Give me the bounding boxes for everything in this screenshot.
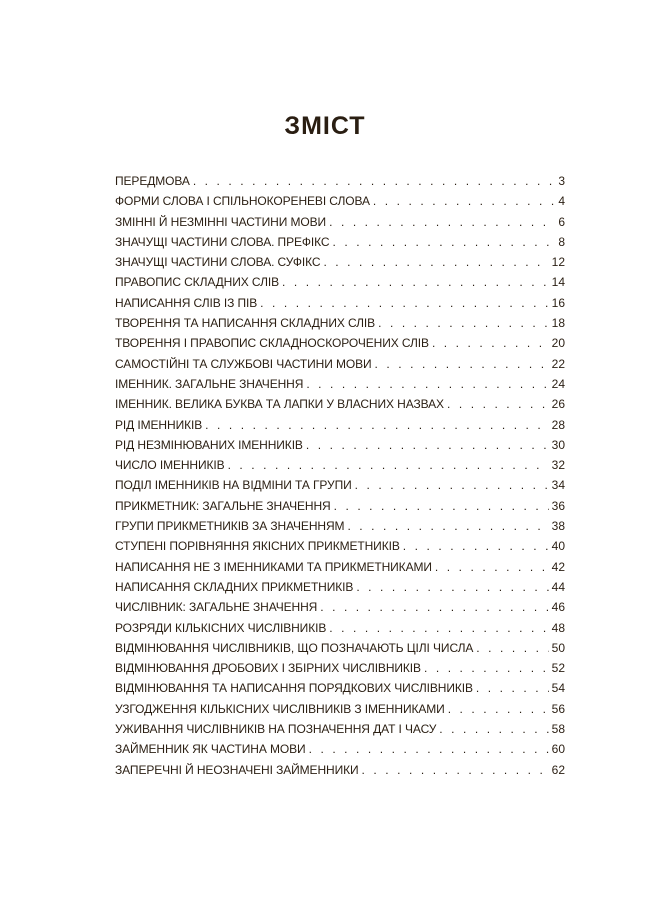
dot-leader (282, 272, 549, 292)
toc-entry-label: ЗНАЧУЩІ ЧАСТИНИ СЛОВА. СУФІКС (115, 255, 321, 270)
dot-leader (447, 394, 549, 414)
toc-entry-label: ТВОРЕННЯ І ПРАВОПИС СКЛАДНОСКОРОЧЕНИХ СЛІВ (115, 336, 429, 351)
toc-entry-label: НАПИСАННЯ СЛІВ ІЗ ПІВ (115, 295, 258, 310)
toc-entry-page-number: 46 (551, 600, 565, 615)
toc-entry (115, 212, 565, 232)
toc-entry-page-number: 18 (551, 316, 565, 331)
toc-entry-label: ЗАПЕРЕЧНІ Й НЕОЗНАЧЕНІ ЗАЙМЕННИКИ (115, 762, 359, 777)
dot-leader (356, 577, 548, 597)
dot-leader (306, 374, 548, 394)
toc-entry-page-number: 4 (558, 194, 565, 209)
dot-leader (432, 333, 549, 353)
toc-entry-label: ЗМІННІ Й НЕЗМІННІ ЧАСТИНИ МОВИ (115, 214, 327, 229)
toc-entry-page-number: 16 (551, 295, 565, 310)
toc-entry-page-number: 6 (558, 214, 565, 229)
dot-leader (193, 171, 556, 191)
toc-entry-page-number: 20 (551, 336, 565, 351)
toc-entry-label: УЗГОДЖЕННЯ КІЛЬКІСНИХ ЧИСЛІВНИКІВ З ІМЕННИКАМИ (115, 701, 445, 716)
toc-entry (115, 557, 565, 577)
toc-entry-label: ІМЕННИК. ЗАГАЛЬНЕ ЗНАЧЕННЯ (115, 376, 304, 391)
table-of-contents (115, 171, 565, 780)
dot-leader (260, 293, 549, 313)
toc-entry-page-number: 38 (551, 519, 565, 534)
toc-entry-page-number: 42 (551, 559, 565, 574)
toc-entry-page-number: 30 (551, 437, 565, 452)
toc-entry-label: ФОРМИ СЛОВА І СПІЛЬНОКОРЕНЕВІ СЛОВА (115, 194, 370, 209)
toc-entry-page-number: 58 (551, 722, 565, 737)
toc-entry-page-number: 62 (551, 762, 565, 777)
dot-leader (332, 232, 555, 252)
dot-leader (306, 435, 549, 455)
toc-entry (115, 232, 565, 252)
toc-entry-label: НАПИСАННЯ СКЛАДНИХ ПРИКМЕТНИКІВ (115, 579, 354, 594)
dot-leader (320, 597, 548, 617)
toc-entry-label: ПЕРЕДМОВА (115, 174, 190, 188)
toc-entry (115, 394, 565, 414)
dot-leader (439, 719, 548, 739)
dot-leader (403, 536, 549, 556)
toc-entry-page-number: 40 (551, 539, 565, 554)
toc-entry-page-number: 36 (551, 498, 565, 513)
dot-leader (476, 678, 549, 698)
dot-leader (375, 354, 549, 374)
toc-entry-page-number: 54 (551, 681, 565, 696)
dot-leader (329, 212, 555, 232)
toc-entry (115, 252, 565, 272)
toc-entry (115, 597, 565, 617)
toc-entry (115, 638, 565, 658)
toc-entry (115, 475, 565, 495)
toc-entry (115, 719, 565, 739)
toc-entry (115, 374, 565, 394)
toc-entry-label: ГРУПИ ПРИКМЕТНИКІВ ЗА ЗНАЧЕННЯМ (115, 519, 345, 534)
toc-entry (115, 618, 565, 638)
toc-entry-page-number: 28 (551, 417, 565, 432)
toc-entry (115, 739, 565, 759)
toc-entry (115, 760, 565, 780)
toc-entry-label: ТВОРЕННЯ ТА НАПИСАННЯ СКЛАДНИХ СЛІВ (115, 316, 376, 331)
toc-entry-label: ВІДМІНЮВАННЯ ДРОБОВИХ І ЗБІРНИХ ЧИСЛІВНИКІВ (115, 661, 421, 676)
toc-entry-page-number: 52 (551, 661, 565, 676)
toc-entry-label: ЧИСЛІВНИК: ЗАГАЛЬНЕ ЗНАЧЕННЯ (115, 600, 318, 615)
toc-entry (115, 699, 565, 719)
toc-entry (115, 678, 565, 698)
toc-entry-page-number: 3 (558, 174, 565, 188)
toc-entry-page-number: 8 (558, 234, 565, 249)
toc-entry (115, 536, 565, 556)
toc-entry-label: ІМЕННИК. ВЕЛИКА БУКВА ТА ЛАПКИ У ВЛАСНИХ НАЗВАХ (115, 397, 444, 412)
dot-leader (435, 557, 549, 577)
page-title: ЗМІСТ (284, 112, 366, 140)
toc-entry (115, 293, 565, 313)
toc-entry (115, 415, 565, 435)
toc-entry-label: РІД ІМЕННИКІВ (115, 417, 203, 432)
toc-entry-page-number: 44 (551, 579, 565, 594)
toc-entry (115, 354, 565, 374)
toc-entry-label: ЗАЙМЕННИК ЯК ЧАСТИНА МОВИ (115, 742, 306, 757)
toc-entry-page-number: 24 (551, 376, 565, 391)
toc-entry-label: ЗНАЧУЩІ ЧАСТИНИ СЛОВА. ПРЕФІКС (115, 234, 330, 249)
toc-entry (115, 333, 565, 353)
toc-entry-label: САМОСТІЙНІ ТА СЛУЖБОВІ ЧАСТИНИ МОВИ (115, 356, 372, 371)
dot-leader (334, 496, 549, 516)
dot-leader (476, 638, 548, 658)
toc-entry (115, 496, 565, 516)
toc-entry-label: ВІДМІНЮВАННЯ ТА НАПИСАННЯ ПОРЯДКОВИХ ЧИСЛІВНИКІВ (115, 681, 473, 696)
toc-entry-page-number: 32 (551, 458, 565, 473)
toc-entry-label: ПРАВОПИС СКЛАДНИХ СЛІВ (115, 275, 279, 290)
toc-entry-label: РОЗРЯДИ КІЛЬКІСНИХ ЧИСЛІВНИКІВ (115, 620, 327, 635)
toc-entry-page-number: 50 (551, 640, 565, 655)
toc-entry-label: НАПИСАННЯ НЕ З ІМЕННИКАМИ ТА ПРИКМЕТНИКАМИ (115, 559, 432, 574)
dot-leader (424, 658, 549, 678)
dot-leader (205, 415, 549, 435)
dot-leader (323, 252, 548, 272)
toc-entry-label: ЧИСЛО ІМЕННИКІВ (115, 458, 225, 473)
toc-entry-page-number: 56 (551, 701, 565, 716)
toc-entry (115, 658, 565, 678)
toc-entry-label: ВІДМІНЮВАННЯ ЧИСЛІВНИКІВ, ЩО ПОЗНАЧАЮТЬ ЦІЛІ ЧИСЛА (115, 640, 474, 655)
toc-entry-label: УЖИВАННЯ ЧИСЛІВНИКІВ НА ПОЗНАЧЕННЯ ДАТ І ЧАСУ (115, 722, 437, 737)
dot-leader (309, 739, 549, 759)
toc-entry-page-number: 60 (551, 742, 565, 757)
dot-leader (373, 191, 555, 211)
toc-entry-label: ПРИКМЕТНИК: ЗАГАЛЬНЕ ЗНАЧЕННЯ (115, 498, 331, 513)
toc-entry (115, 516, 565, 536)
dot-leader (448, 699, 549, 719)
toc-entry-page-number: 26 (551, 397, 565, 412)
toc-entry-page-number: 12 (551, 255, 565, 270)
toc-entry (115, 435, 565, 455)
toc-entry-page-number: 48 (551, 620, 565, 635)
toc-entry-label: ПОДІЛ ІМЕННИКІВ НА ВІДМІНИ ТА ГРУПИ (115, 478, 352, 493)
dot-leader (355, 475, 549, 495)
toc-entry (115, 313, 565, 333)
toc-entry-label: СТУПЕНІ ПОРІВНЯННЯ ЯКІСНИХ ПРИКМЕТНИКІВ (115, 539, 400, 554)
toc-entry-label: РІД НЕЗМІНЮВАНИХ ІМЕННИКІВ (115, 437, 303, 452)
toc-entry (115, 577, 565, 597)
toc-entry-page-number: 22 (551, 356, 565, 371)
dot-leader (228, 455, 549, 475)
toc-entry (115, 171, 565, 191)
dot-leader (378, 313, 549, 333)
toc-entry-page-number: 14 (551, 275, 565, 290)
toc-entry (115, 191, 565, 211)
dot-leader (329, 618, 548, 638)
dot-leader (362, 760, 549, 780)
dot-leader (347, 516, 548, 536)
toc-entry-page-number: 34 (551, 478, 565, 493)
toc-entry (115, 455, 565, 475)
toc-entry (115, 272, 565, 292)
